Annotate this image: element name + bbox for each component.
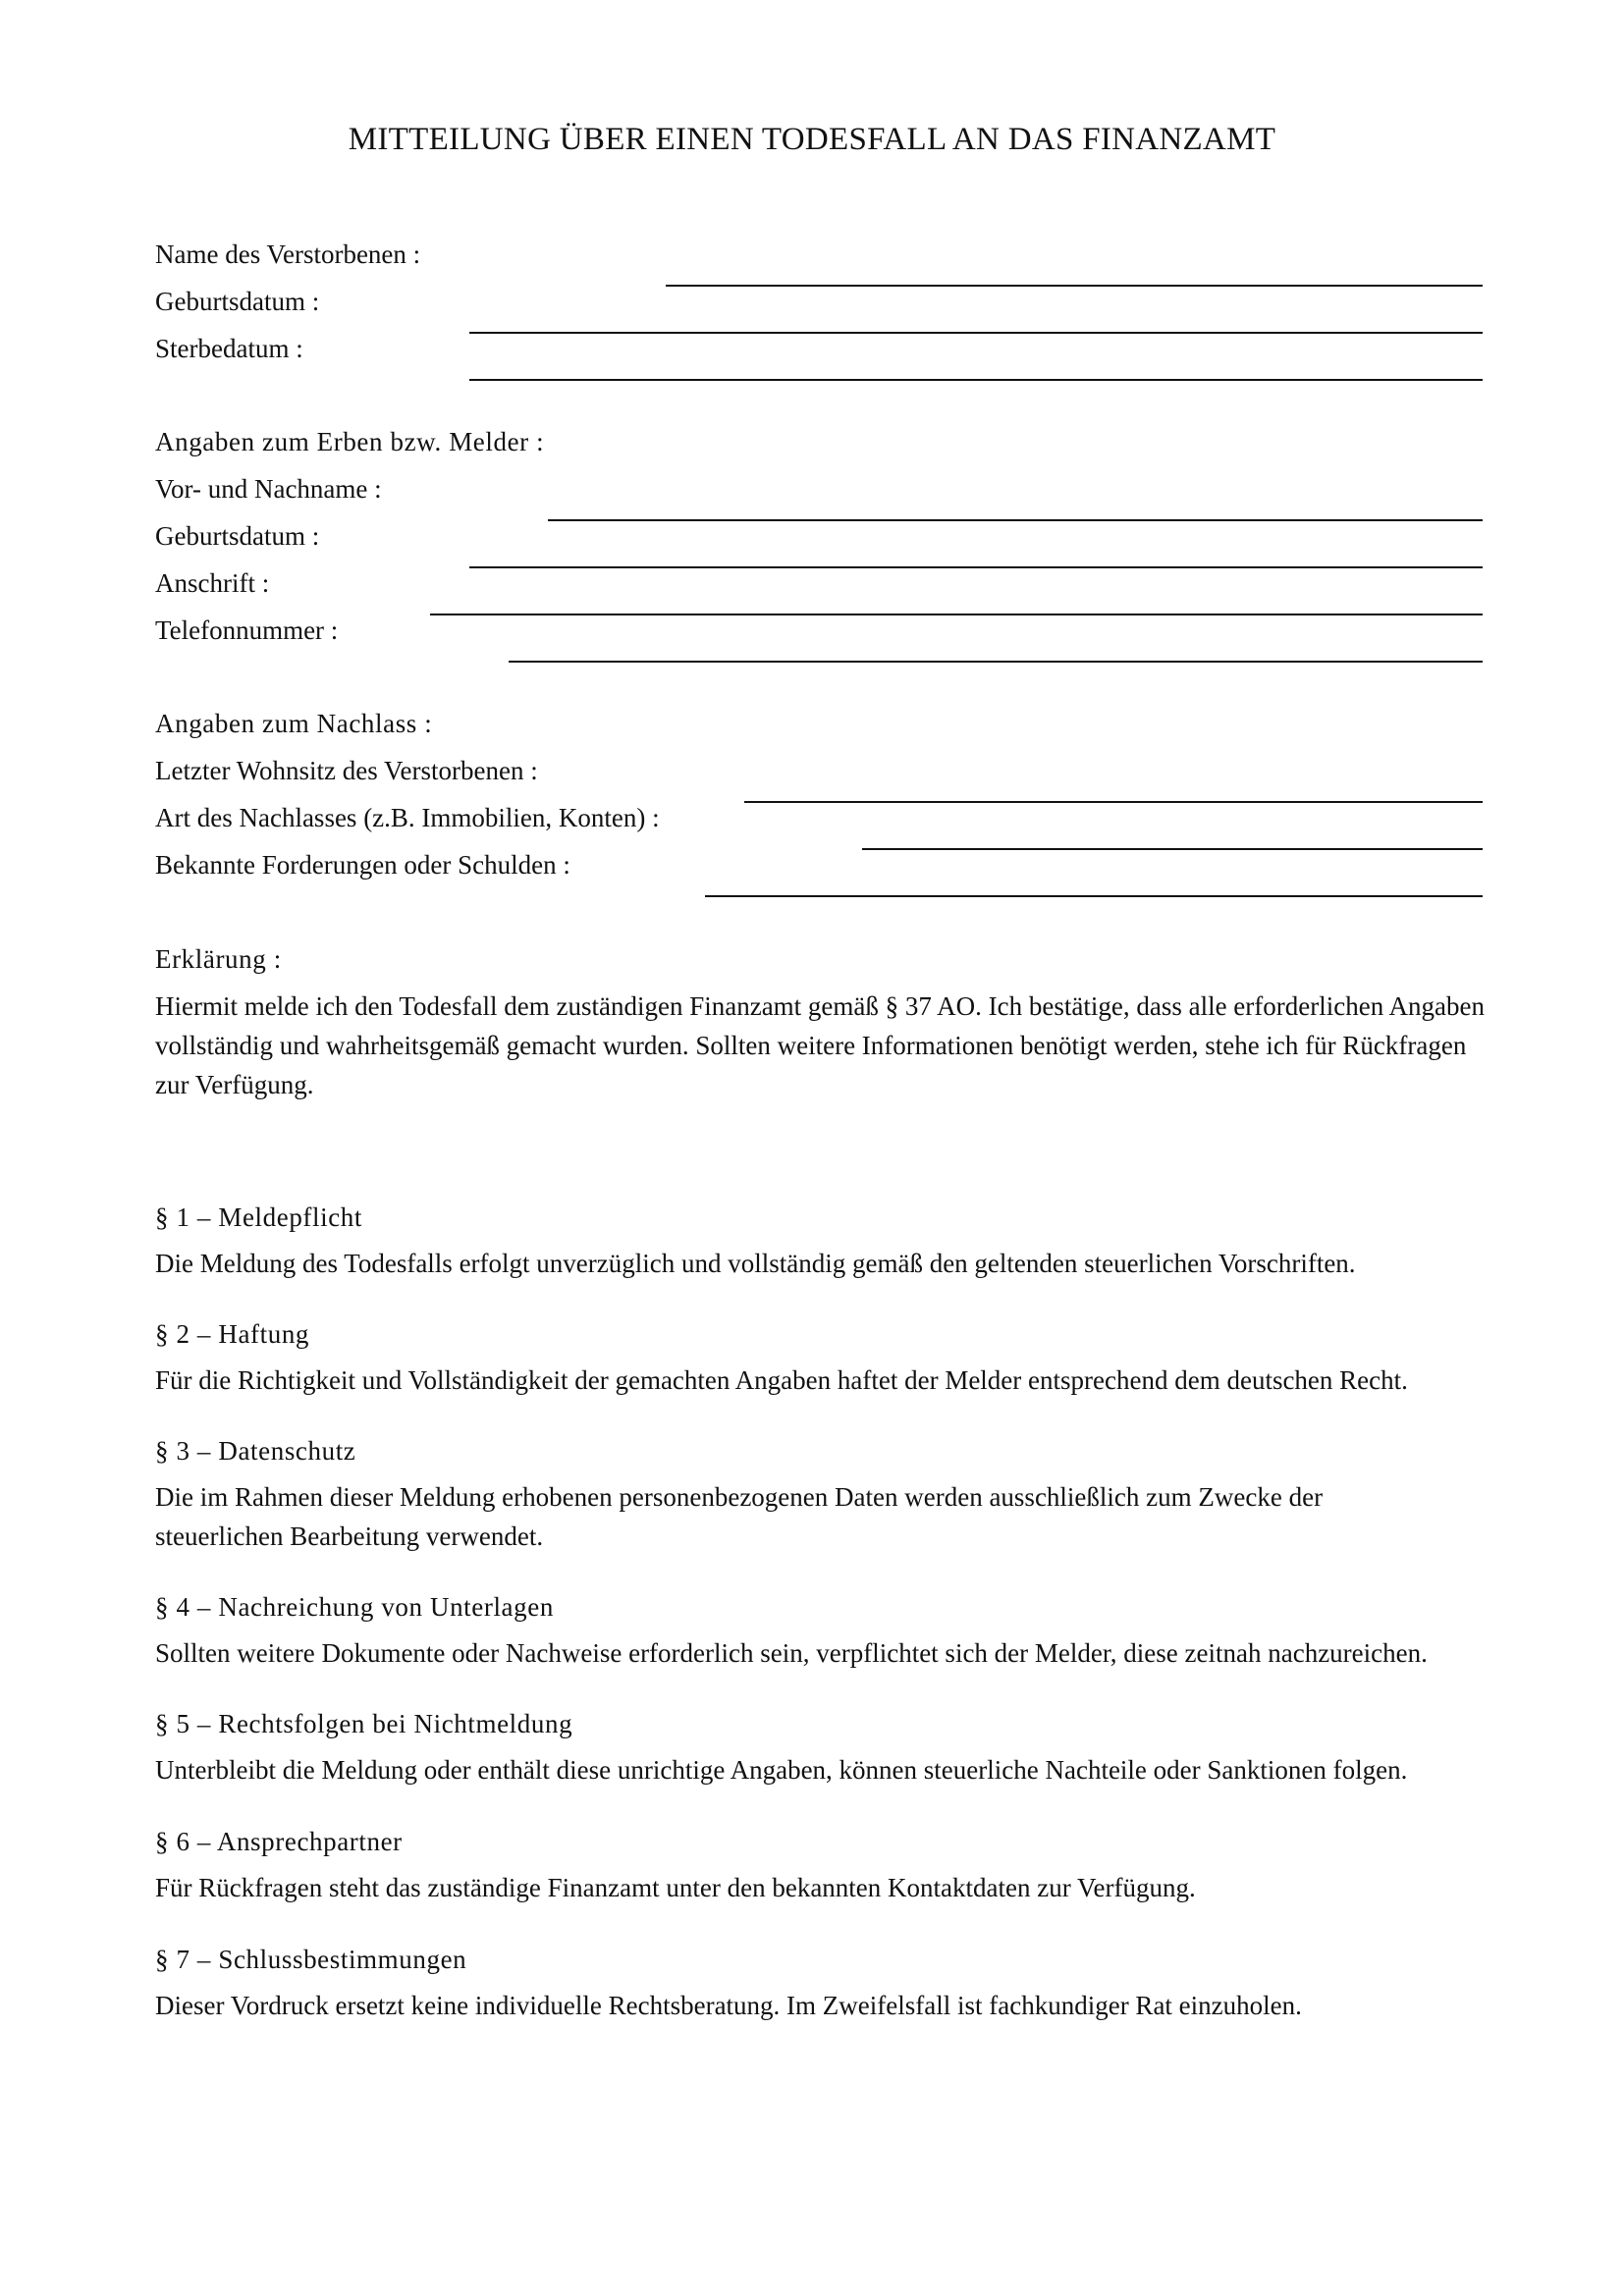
field-label: Bekannte Forderungen oder Schulden : [155,850,570,880]
field-deceased-name [155,240,1483,287]
section-text-4: Sollten weitere Dokumente oder Nachweise erforderlich sein, verpflichtet sich der Melder, diese zeitnah nachzureichen. [155,1638,1428,1668]
field-label: Letzter Wohnsitz des Verstorbenen : [155,756,538,785]
field-heir-birth [155,521,1483,568]
field-heir-address [155,568,1483,615]
field-deceased-birth [155,287,1483,334]
section-text-2: Für die Richtigkeit und Vollständigkeit der gemachten Angaben haftet der Melder entsprechend dem deutschen Recht. [155,1365,1408,1395]
field-label: Telefonnummer : [155,615,339,645]
section-heading-5: § 5 – Rechtsfolgen bei Nichtmeldung [155,1709,573,1738]
field-label: Geburtsdatum : [155,287,320,316]
declaration-heading: Erklärung : [155,944,282,974]
fill-line-heir-phone[interactable] [509,661,1483,663]
field-label: Sterbedatum : [155,334,303,363]
section-heading-2: § 2 – Haftung [155,1319,310,1349]
estate-heading: Angaben zum Nachlass : [155,709,433,738]
field-heir-phone [155,615,1483,663]
field-label: Name des Verstorbenen : [155,240,421,269]
field-deceased-death [155,334,1483,381]
section-text-6: Für Rückfragen steht das zuständige Finanzamt unter den bekannten Kontaktdaten zur Verfügung. [155,1873,1196,1902]
field-label: Vor- und Nachname : [155,474,382,504]
field-heir-name [155,474,1483,521]
section-text-1: Die Meldung des Todesfalls erfolgt unverzüglich und vollständig gemäß den geltenden steuerlichen Vorschriften. [155,1249,1356,1278]
fill-line-estate-claims[interactable] [705,895,1483,897]
field-estate-residence [155,756,1483,803]
field-label: Art des Nachlasses (z.B. Immobilien, Konten) : [155,803,660,832]
section-heading-7: § 7 – Schlussbestimmungen [155,1945,467,1974]
section-heading-6: § 6 – Ansprechpartner [155,1827,403,1856]
section-text-5: Unterbleibt die Meldung oder enthält diese unrichtige Angaben, können steuerliche Nachteile oder Sanktionen folgen. [155,1755,1408,1785]
section-heading-1: § 1 – Meldepflicht [155,1202,363,1232]
field-estate-claims [155,850,1483,897]
field-label: Geburtsdatum : [155,521,320,551]
section-text-3: Die im Rahmen dieser Meldung erhobenen personenbezogenen Daten werden ausschließlich zum Zwecke der steuerlichen Bearbeitung verwendet. [155,1482,1324,1551]
declaration-text: Hiermit melde ich den Todesfall dem zuständigen Finanzamt gemäß § 37 AO. Ich bestätige, dass alle erforderlichen Angaben vollständig und wahrheitsgemäß gemacht wurden. Sollten weitere Informationen benötigt werden, stehe ich für Rückfragen zur Verfügung. [155,991,1485,1099]
fill-line-deceased-death[interactable] [469,379,1483,381]
field-estate-type [155,803,1483,850]
section-heading-4: § 4 – Nachreichung von Unterlagen [155,1592,554,1622]
field-label: Anschrift : [155,568,270,598]
section-text-7: Dieser Vordruck ersetzt keine individuelle Rechtsberatung. Im Zweifelsfall ist fachkundiger Rat einzuholen. [155,1991,1302,2020]
heir-heading: Angaben zum Erben bzw. Melder : [155,427,545,456]
document-title: MITTEILUNG ÜBER EINEN TODESFALL AN DAS FINANZAMT [348,122,1276,157]
section-heading-3: § 3 – Datenschutz [155,1436,356,1466]
